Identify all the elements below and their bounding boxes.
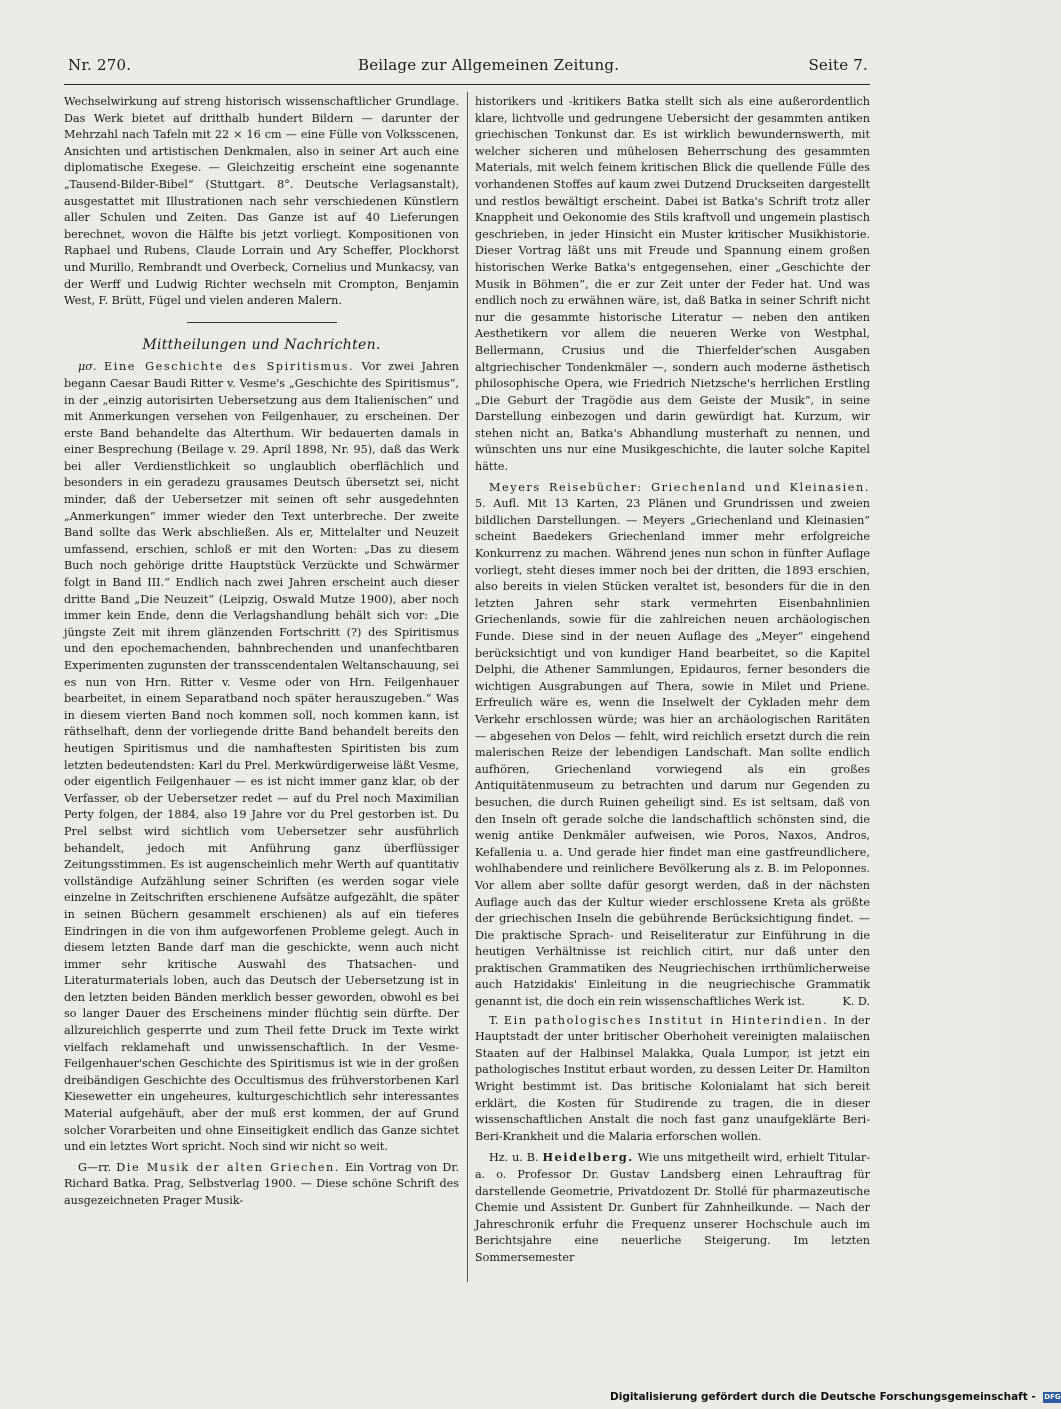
section-divider xyxy=(187,322,337,323)
issue-number: Nr. 270. xyxy=(68,56,132,74)
article-signature: Hz. u. B. xyxy=(489,1151,539,1165)
article-title: Die Musik der alten Griechen. xyxy=(116,1160,340,1174)
page-number: Seite 7. xyxy=(808,56,868,74)
footer-text: Digitalisierung gefördert durch die Deutsche Forschungsgemeinschaft - xyxy=(610,1391,1036,1403)
page-header xyxy=(68,56,868,82)
right-column xyxy=(475,94,870,1267)
article-text: In der Hauptstadt der unter britischer Oberhoheit vereinigten malaiischen Staaten auf der Halbinsel Malakka, Quala Lumpor, ist jetzt ein pathologisches Institut erbaut worden, zu dessen Leiter Dr. Hamilton Wright bestimmt ist. Das britische Kolonialamt hat sich bereit erklärt, die Kosten für Studirende zu tragen, die in dieser wissenschaftlichen Anstalt die noch fast ganz unaufgeklärte Beri-Beri-Krankheit und die Malaria erforschen wollen. xyxy=(475,1013,870,1143)
article-title: Ein pathologisches Institut in Hinterindien. xyxy=(503,1013,829,1027)
article-signature: μσ. xyxy=(78,360,97,374)
column-rule xyxy=(467,92,468,1282)
article-signature: G—rr. xyxy=(78,1160,112,1174)
article-signature: T. xyxy=(489,1013,499,1027)
article-text: 5. Aufl. Mit 13 Karten, 23 Plänen und Grundrissen und zweien bildlichen Darstellungen. — Meyers „Griechenland und Kleinasien“ scheint Baedekers Griechenland immer mehr erfolgreiche Konkurrenz zu machen. Während jenes nun schon in fünfter Auflage vorliegt, steht dieses immer noch bei der dritten, die 1893 erschien, also bereits in vielen Stücken veraltet ist, besonders für die in den letzten Jahren sehr stark vermehrten Eisenbahnlinien Griechenlands, sowie für die zahlreichen neuen archäologischen Funde. Diese sind in der neuen Auflage des „Meyer“ eingehend berücksichtigt und von kundiger Hand bearbeitet, so die Kapitel Delphi, die Athener Sammlungen, Epidauros, ferner besonders die wichtigen Ausgrabungen auf Thera, sowie in Milet und Priene. Erfreulich wäre es, wenn die Inselwelt der Cykladen mehr dem Verkehr erschlossen würde; was hier an archäologischen Raritäten — abgesehen von Delos — fehlt, wird reichlich ersetzt durch die rein malerischen Reize der lebendigen Landschaft. Man sollte endlich aufhören, Griechenland vorwiegend als ein großes Antiquitätenmuseum zu betrachten und darum nur Gegenden zu besuchen, die durch Ruinen geheiligt sind. Es ist seltsam, daß von den Inseln oft gerade solche die landschaftlich schönsten sind, die wenig antike Denkmäler aufweisen, wie Poros, Naxos, Andros, Kefallenia u. a. Und gerade hier findet man eine gastfreundlichere, wohlhabendere und reinlichere Bevölkerung als z. B. im Peloponnes. Vor allem aber sollte dafür gesorgt werden, daß in der nächsten Auflage auch das der Kultur wieder erschlossene Kreta als größte der griechischen Inseln die gebührende Berücksichtigung findet. — Die praktische Sprach- und Reiseliteratur zur Einführung in die heutigen Verhältnisse ist reichlich citirt, nur daß unter den praktischen Grammatiken des Neugriechischen irrthümlicherweise auch Hatzidakis' Einleitung in die neugriechische Grammatik genannt ist, die doch ein rein wissenschaftliches Werk ist. xyxy=(475,497,870,1009)
supplement-title: Beilage zur Allgemeinen Zeitung. xyxy=(358,56,620,74)
article-signature: K. D. xyxy=(842,995,870,1009)
article-title: Meyers Reisebücher: Griechenland und Kleinasien. xyxy=(489,480,870,494)
article-musik-continued: historikers und -kritikers Batka stellt sich als eine außerordentlich klare, lichtvolle und gedrungene Uebersicht der gesammten antiken griechischen Tonkunst dar. Es ist wirklich bewundernswerth, mit welcher sicheren und mühelosen Beherrschung des gesammten Materials, mit welch feinem kritischen Blick die quellende Fülle des vorhandenen Stoffes auf kaum zwei Dutzend Druckseiten dargestellt und restlos bewältigt erscheint. Dabei ist Batka's Schrift trotz aller Knappheit und Oekonomie des Stils kraftvoll und ungemein plastisch geschrieben, in jeder Hinsicht ein Muster kritischer Musikhistorie. Dieser Vortrag läßt uns mit Freude und Spannung einem großen historischen Werke Batka's entgegensehen, einer „Geschichte der Musik in Böhmen“, die er zur Zeit unter der Feder hat. Und was endlich noch zu erwähnen wäre, ist, daß Batka in seiner Schrift nicht nur die gesammte historische Literatur — neben den antiken Aesthetikern vor allem die neueren Werke von Westphal, Bellermann, Crusius und die Thierfelder'schen Ausgaben altgriechischer Tondenkmäler —, sondern auch moderne ästhetisch philosophische Opera, wie Friedrich Nietzsche's herrlichen Erstling „Die Geburt der Tragödie aus dem Geiste der Musik“, in seine Darstellung einbezogen und darin gewürdigt hat. Kurzum, wir stehen nicht an, Batka's Abhandlung musterhaft zu nennen, und wünschten uns nur eine Musikgeschichte, die lauter solche Kapitel hätte. xyxy=(475,95,870,474)
dfg-logo-icon: DFG xyxy=(1044,1392,1061,1401)
article-title: Heidelberg. xyxy=(542,1150,634,1165)
article-text: Ein Vortrag von Dr. Richard Batka. Prag, Selbstverlag 1900. — Diese schöne Schrift des ausgezeichneten Prager Musik- xyxy=(64,1160,459,1207)
article-text: Vor zwei Jahren begann Caesar Baudi Ritter v. Vesme's „Geschichte des Spiritismus“, in der „einzig autorisirten Uebersetzung aus dem Italienischen“ und mit Anmerkungen versehen von Feilgenhauer, zu erscheinen. Der erste Band behandelte das Alterthum. Wir bedauerten damals in einer Besprechung (Beilage v. 29. April 1898, Nr. 95), daß das Werk bei aller Verdienstlichkeit so unglaublich oberflächlich und besonders in ein geradezu grausames Deutsch übersetzt sei, nicht minder, daß der Uebersetzer mit seinen oft sehr ausgedehnten „Anmerkungen“ immer wieder den Text unterbreche. Der zweite Band sollte das Werk abschließen. Als er, Mittelalter und Neuzeit umfassend, erschien, schloß er mit den Worten: „Das zu diesem Buch noch gehörige dritte Hauptstück Verzückte und Schwärmer folgt in Band III.“ Endlich nach zwei Jahren erscheint auch dieser dritte Band „Die Neuzeit“ (Leipzig, Oswald Mutze 1900), aber noch immer kein Ende, denn die Verlagshandlung behält sich vor: „Die jüngste Zeit mit ihrem glänzenden Fortschritt (?) des Spiritismus und den epochemachenden, bahnbrechenden und unanfechtbaren Experimenten zugunsten der transscendentalen Weltanschauung, sei es nun von Hrn. Ritter v. Vesme oder von Hrn. Feilgenhauer bearbeitet, in einem Separatband noch später herauszugeben.“ Was in diesem vierten Band noch kommen soll, noch kommen kann, ist räthselhaft, denn der vorliegende dritte Band behandelt bereits den heutigen Spiritismus und die namhaftesten Spiritisten bis zum letzten bedeutendsten: Karl du Prel. Merkwürdigerweise läßt Vesme, oder eigentlich Feilgenhauer — es ist nicht immer ganz klar, ob der Verfasser, ob der Uebersetzer redet — auf du Prel noch Maximilian Perty folgen, der 1884, also 19 Jahre vor du Prel gestorben ist. Du Prel selbst wird sichtlich vom Uebersetzer sehr ausführlich behandelt, jedoch mit Anführung ganz überflüssiger Zeitungsstimmen. Es ist augenscheinlich mehr Werth auf quantitativ vollständige Aufzählung seiner Schriften (es werden sogar viele einzelne in Zeitschriften erschienene Aufsätze aufgezählt, die später in seinen Büchern gesammelt erschienen) als auf ein tieferes Eindringen in die von ihm aufgeworfenen Probleme gelegt. Auch in diesem letzten Bande darf man die geschickte, wenn auch nicht immer sehr kritische Auswahl des Thatsachen- und Literaturmaterials loben, auch das Deutsch der Uebersetzung ist in den letzten beiden Bänden merklich besser geworden, obwohl es bei so langer Dauer des Erscheinens minder flüchtig sein dürfte. Der allzureichlich gesperrte und zum Theil fette Druck im Texte wirkt vielfach reklamehaft und unwissenschaftlich. In der Vesme-Feilgenhauer'schen Geschichte des Spiritismus ist wie in der großen dreibändigen Geschichte des Occultismus des frühverstorbenen Karl Kiesewetter ein ungeheures, kulturgeschichtlich sehr interessantes Material aufgehäuft, aber der muß erst kommen, der auf Grund solcher Vorarbeiten und ohne Einseitigkeit endlich das Ganze sichtet und ein letztes Wort spricht. Noch sind wir nicht so weit. xyxy=(64,360,460,1154)
article-text: Wie uns mitgetheilt wird, erhielt Titular- a. o. Professor Dr. Gustav Landsberg einen Lehrauftrag für darstellende Geometrie, Privatdozent Dr. Stollé für pharmazeutische Chemie und Assistent Dr. Gunbert für Zahnheilkunde. — Nach der Jahreschronik erfuhr die Frequenz unserer Hochschule auch im Berichtsjahre eine neuerliche Steigerung. Im letzten Sommersemester xyxy=(475,1151,871,1264)
article-musik xyxy=(64,1160,459,1210)
left-column xyxy=(64,94,459,1210)
section-title: Mittheilungen und Nachrichten. xyxy=(142,336,381,353)
article-title: Eine Geschichte des Spiritismus. xyxy=(104,360,355,374)
article-heidelberg xyxy=(475,1149,870,1266)
article-spiritismus xyxy=(64,359,459,1156)
article-meyers xyxy=(475,480,870,1011)
article-institut xyxy=(475,1013,870,1146)
intro-paragraph: Wechselwirkung auf streng historisch wissenschaftlicher Grundlage. Das Werk bietet auf dritthalb hundert Bildern — darunter der Mehrzahl nach Tafeln mit 22 × 16 cm — eine Fülle von Volksscenen, Ansichten und artistischen Denkmalen, also in seiner Art auch eine diplomatische Exegese. — Gleichzeitig erscheint eine sogenannte „Tausend-Bilder-Bibel“ (Stuttgart. 8°. Deutsche Verlagsanstalt), ausgestattet mit Illustrationen nach sehr verschiedenen Künstlern aller Schulen und Zeiten. Das Ganze ist auf 40 Lieferungen berechnet, wovon die Hälfte bis jetzt vorliegt. Kompositionen von Raphael und Rubens, Claude Lorrain und Ary Scheffer, Plockhorst und Murillo, Rembrandt und Overbeck, Cornelius und Munkacsy, van der Werff und Ludwig Richter wechseln mit Crompton, Benjamin West, F. Brütt, Fügel und vielen anderen Malern. xyxy=(64,95,459,308)
header-rule xyxy=(64,84,870,85)
digitization-footer xyxy=(610,1391,1061,1409)
